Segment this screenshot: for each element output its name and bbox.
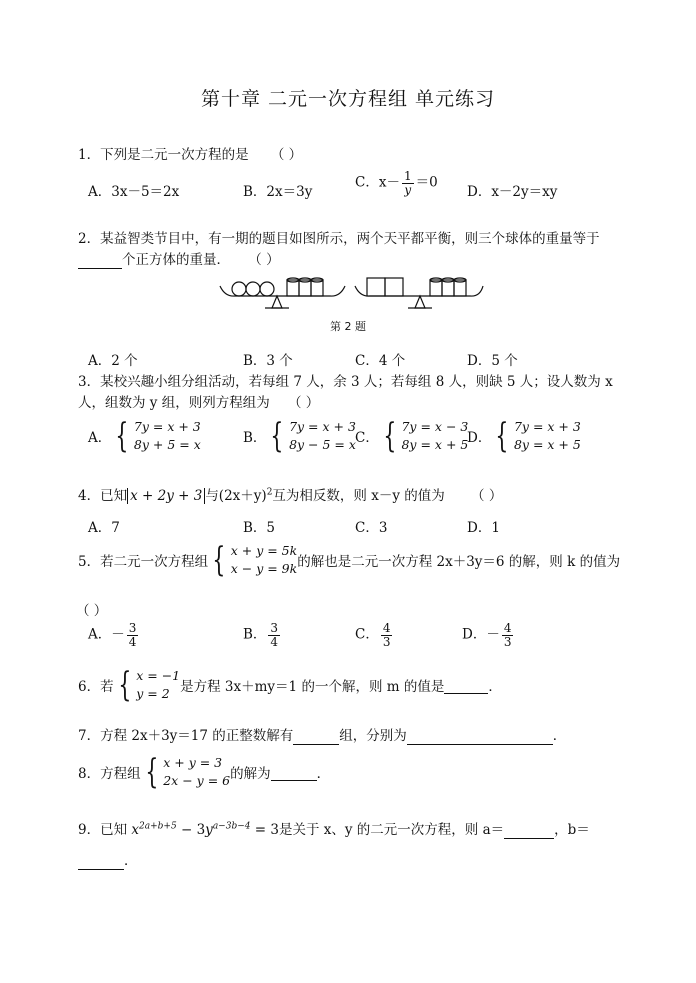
question-5-option-b: B． $\frac{3}{4}$ <box>243 621 279 649</box>
right-balance-scale <box>355 278 483 308</box>
question-8-stem: 8．方程组 { x + y = 3 2x − y = 6 的解为 ． <box>78 752 331 793</box>
question-2-option-c: C．4 个 <box>355 353 406 369</box>
answer-blank <box>293 728 339 745</box>
answer-blank <box>504 822 554 839</box>
question-2-stem-line-1: 2．某益智类节目中，有一期的题目如图所示，两个天平都平衡，则三个球体的重量等于 <box>78 231 600 247</box>
question-1-option-a: A．3x－5＝2x <box>88 184 180 200</box>
absolute-value: x + 2y + 3 <box>127 488 205 504</box>
question-4-option-a: A．7 <box>88 520 120 536</box>
question-4-stem: 4．已知 x + 2y + 3 与$(2x+y)^2$互为相反数，则 x－y 的值为 （ ） <box>78 487 503 504</box>
question-4-option-b: B．5 <box>243 520 276 536</box>
question-4-option-d: D．1 <box>467 520 500 536</box>
question-2-option-b: B．3 个 <box>243 353 293 369</box>
page-title: 第十章 二元一次方程组 单元练习 <box>200 88 496 110</box>
question-5-stem: 5．若二元一次方程组 { x + y = 5k x − y = 9k 的解也是二元一次方程 2x＋3y＝6 的解，则 k 的值为 <box>78 540 621 581</box>
question-1-option-b: B．2x＝3y <box>243 184 313 200</box>
answer-blank <box>444 677 488 694</box>
question-9-stem-line-2: ． <box>78 849 138 870</box>
question-3-option-d: D． { 7y = x + 3 8y = x + 5 <box>467 416 581 457</box>
question-3-option-a: A． { 7y = x + 3 8y + 5 = x <box>88 416 201 457</box>
answer-blank <box>78 252 122 269</box>
balance-scales-figure <box>215 272 485 318</box>
question-9-stem: 9．已知 $x^{2a+b+5} - 3y^{a-3b-4} = 3$是关于 x、y 的二元一次方程，则 a＝ ，b＝ <box>78 821 590 838</box>
question-2-option-a: A．2 个 <box>88 353 138 369</box>
left-balance-scale <box>220 278 345 308</box>
question-4-option-c: C．3 <box>355 520 388 536</box>
figure-caption: 第 2 题 <box>330 320 366 333</box>
question-5-option-a: A．－ $\frac{3}{4}$ <box>88 621 137 649</box>
question-3-option-c: C． { 7y = x − 3 8y = x + 5 <box>355 416 469 457</box>
question-5-option-d: D．－ $\frac{4}{3}$ <box>462 621 512 649</box>
question-1-option-c: C．x－ $\frac{1}{y}$ ＝0 <box>355 169 438 197</box>
question-2-option-d: D．5 个 <box>467 353 518 369</box>
fraction: $\frac{1}{y}$ <box>403 169 412 197</box>
question-3-stem-line-1: 3．某校兴趣小组分组活动，若每组 7 人，余 3 人；若每组 8 人，则缺 5 人；设人数为 x <box>78 374 613 390</box>
question-3-stem-line-2: 人，组数为 y 组，则列方程组为 （ ） <box>78 395 320 411</box>
question-1-stem: 1．下列是二元一次方程的是 （ ） <box>78 147 303 163</box>
question-1-option-d: D．x－2y＝xy <box>467 184 558 200</box>
question-6-stem: 6．若 { x = −1 y = 2 是方程 3x＋my＝1 的一个解，则 m 的值是 ． <box>78 665 502 706</box>
answer-blank <box>271 764 317 781</box>
question-3-option-b: B． { 7y = x + 3 8y − 5 = x <box>243 416 356 457</box>
question-5-option-c: C． $\frac{4}{3}$ <box>355 621 391 649</box>
answer-blank <box>78 853 124 870</box>
question-5-paren: （ ） <box>76 603 108 619</box>
question-7-stem: 7．方程 2x＋3y＝17 的正整数解有 组，分别为 ． <box>78 728 567 744</box>
question-2-stem-line-2: 个正方体的重量． （ ） <box>78 248 280 269</box>
answer-blank <box>407 728 553 745</box>
